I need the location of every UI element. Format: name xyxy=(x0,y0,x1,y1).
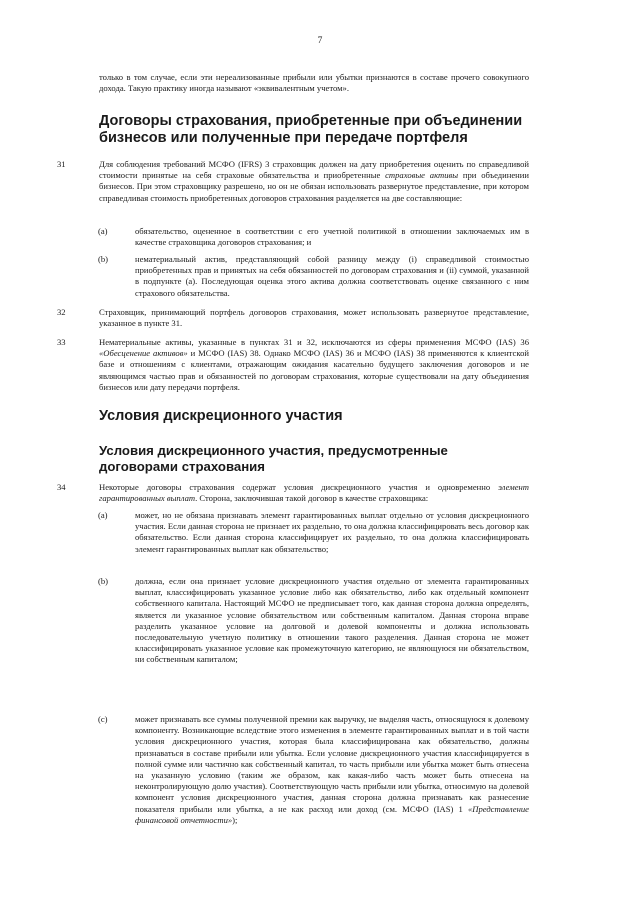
paragraph-32: Страховщик, принимающий портфель договоров страхования, может использовать развернутое представление, указанное в пункте 31. xyxy=(99,307,529,329)
paragraph-31-text-2: при объединении бизнесов. При этом страховщику разрешено, но он не обязан использовать развернутое представление, при котором справедливая стоимость приобретенных договоров страхования разделяется на две составляющие: xyxy=(99,170,529,203)
item-34c-text xyxy=(135,714,529,826)
paragraph-number-32: 32 xyxy=(57,307,66,317)
item-34a-label: (a) xyxy=(98,510,108,520)
paragraph-number-33: 33 xyxy=(57,337,66,347)
paragraph-33-italic-title: «Обесценение активов» xyxy=(99,348,188,359)
item-34a-text: может, но не обязана признавать элемент гарантированных выплат отдельно от условия дискреционного участия. Если данная сторона не признает их раздельно, то она должна классифицировать весь договор как обязательство. Если данная сторона классифицирует их раздельно, то она должна классифицировать элемент гарантированных выплат как обязательство; xyxy=(135,510,529,554)
paragraph-33-text-2: и МСФО (IAS) 38. Однако МСФО (IAS) 36 и МСФО (IAS) 38 применяются к клиентской базе и отношениям с клиентами, отражающим ожидания касательно будущего заключения договоров и не являющимся частью прав и обязанностей по договорам страхования, которые существовали на дату объединения бизнесов или дату передачи портфеля. xyxy=(99,348,529,392)
paragraph-34-italic-term: элемент гарантированных выплат xyxy=(99,482,529,504)
page-number: 7 xyxy=(317,36,323,46)
paragraph-34-text-2: . Сторона, заключившая такой договор в качестве страховщика: xyxy=(195,493,429,504)
item-34c-text-1: может признавать все суммы полученной премии как выручку, не выделяя часть, относящуюся к долевому компоненту. Возникающие вследствие этого изменения в элементе гарантированных выплат и в той части условия дискреционного участия, которая была классифицирована как обязательство, должны признаваться в составе прибыли или убытка. Если условие дискреционного участия классифицируется в полной сумме или частично как собственный капитал, то часть прибыли или убытка может быть отнесена на указанную условию (таким же образом, как какая-либо часть может быть отнесена на неконтролирующую долю участия). Соответствующую часть прибыли или убытка, относимую на долевой компонент условия дискреционного участия, данная сторона должна признавать как разнесение показателя прибыли или убытка, а не как расход или доход (см. МСФО (IAS) 1 xyxy=(135,714,529,814)
intro-paragraph: только в том случае, если эти нереализованные прибыли или убытки признаются в составе прочего совокупного дохода. Такую практику иногда называют «эквивалентным учетом». xyxy=(99,72,529,94)
item-34c-label: (c) xyxy=(98,714,108,724)
paragraph-33 xyxy=(99,337,529,393)
item-34c-italic-title: «Представление финансовой отчетности» xyxy=(135,803,529,825)
item-34b-text: должна, если она признает условие дискреционного участия отдельно от элемента гарантированных выплат, классифицировать указанное условие либо как обязательство, либо как отдельный компонент собственного капитала. Настоящий МСФО не предписывает того, как данная сторона должна определять, является ли указанное условие обязательством или собственным капиталом. Данная сторона вправе разделить указанное условие на долговой и долевой компоненты и должна использовать последовательную учетную политику в отношении такого разделения. Данная сторона не может классифицировать указанное условие как промежуточную категорию, не являющуюся ни обязательством, ни собственным капиталом; xyxy=(135,576,529,665)
paragraph-33-text-1: Нематериальные активы, указанные в пунктах 31 и 32, исключаются из сферы применения МСФО (IAS) 36 xyxy=(99,337,529,347)
item-31b-text: нематериальный актив, представляющий собой разницу между (i) справедливой стоимостью приобретенных прав и принятых на себя обязанностей по договорам страхования и (ii) суммой, указанной в подпункте (a). Последующая оценка этого актива должна соответствовать оценке связанного с ним страхового обязательства. xyxy=(135,254,529,298)
paragraph-34-text-1: Некоторые договоры страхования содержат условия дискреционного участия и одновременно xyxy=(99,482,499,492)
item-34b-label: (b) xyxy=(98,576,109,586)
paragraph-31-italic-term: страховые активы xyxy=(385,170,459,181)
item-34c-text-2: ); xyxy=(232,814,238,825)
section-heading-discretionary-participation: Условия дискреционного участия xyxy=(99,408,343,424)
paragraph-31 xyxy=(99,159,529,204)
paragraph-number-34: 34 xyxy=(57,482,66,492)
item-31b-label: (b) xyxy=(98,254,109,264)
paragraph-number-31: 31 xyxy=(57,159,66,169)
item-31a-text: обязательство, оцененное в соответствии с его учетной политикой в отношении заключаемых им в качестве страховщика договоров страхования; и xyxy=(135,226,529,248)
item-31a-label: (a) xyxy=(98,226,108,236)
paragraph-31-text-1: Для соблюдения требований МСФО (IFRS) 3 страховщик должен на дату приобретения оценить по справедливой стоимости принятые на себя страховые обязательства и приобретенные xyxy=(99,159,529,181)
section-heading-business-combinations: Договоры страхования, приобретенные при объединении бизнесов или полученные при передаче портфеля xyxy=(99,113,523,146)
subsection-heading-insurance-contracts: Условия дискреционного участия, предусмотренные договорами страхования xyxy=(99,443,448,474)
paragraph-34 xyxy=(99,482,529,504)
